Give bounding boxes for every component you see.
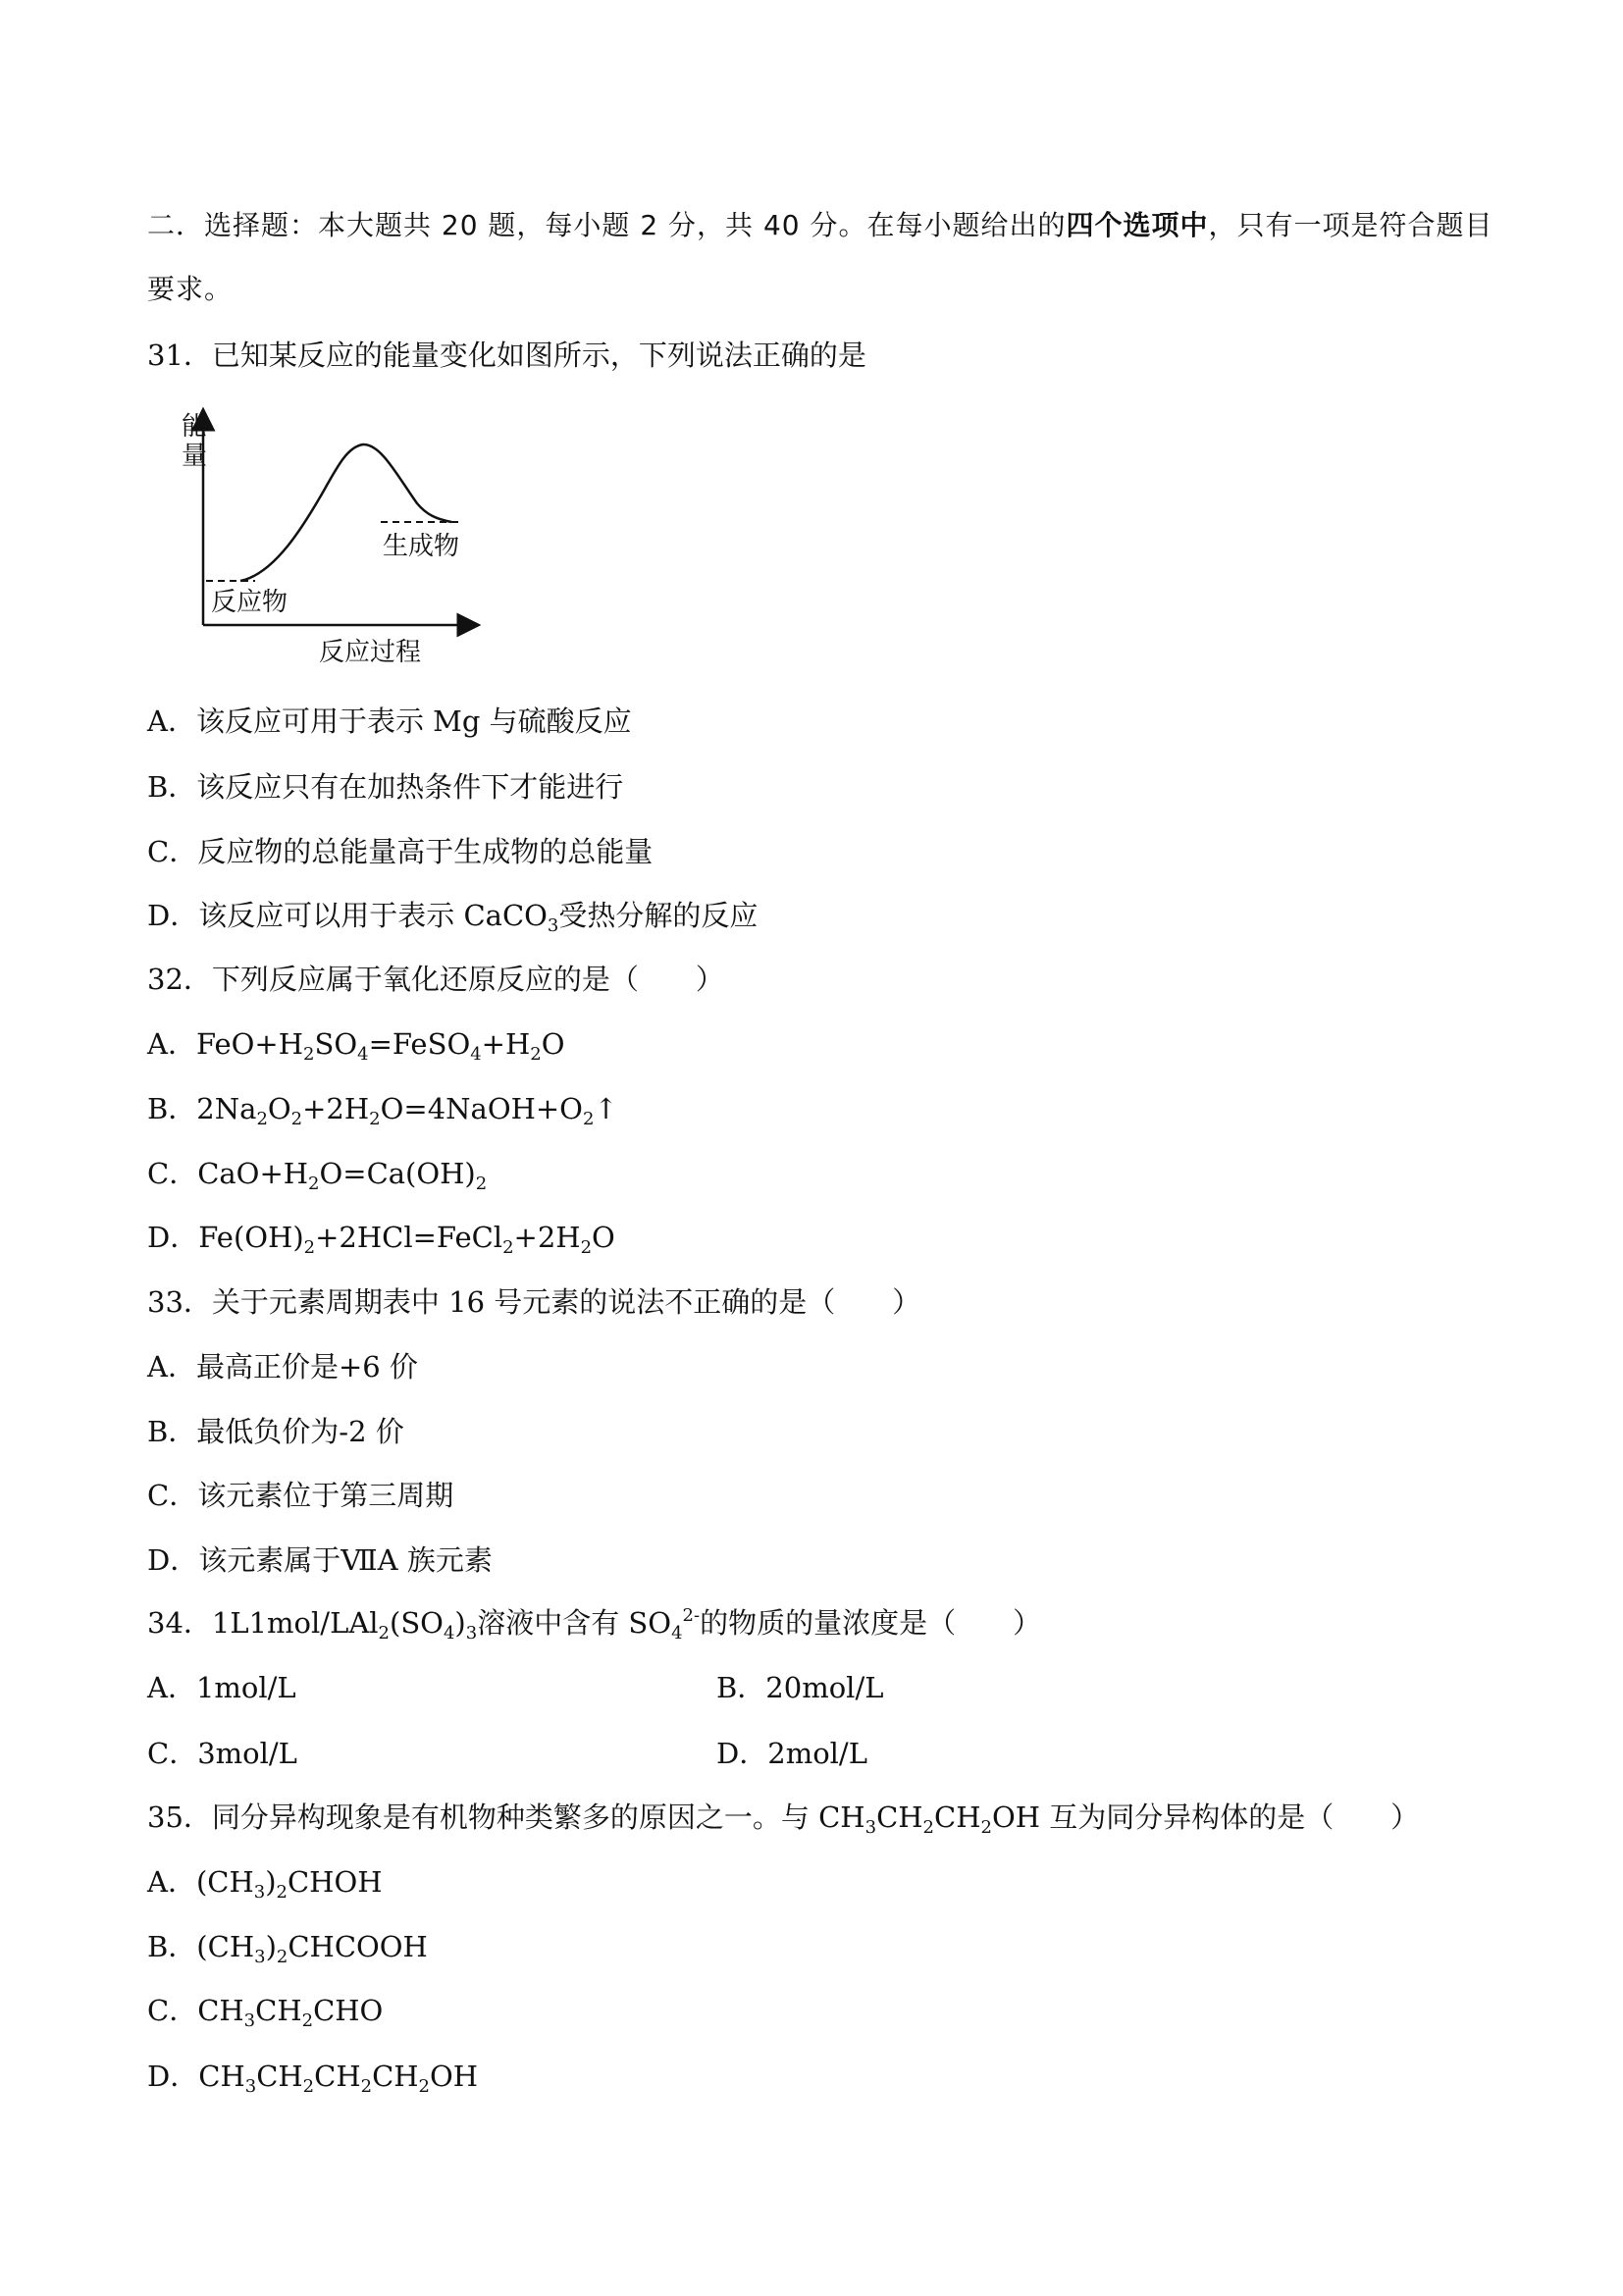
q34-stem: 34．$1L1mol/LAl_2(SO_4)_3$溶液中含有 $SO_4^{2-}$的物质的量浓度是（ ） (147, 1605, 1042, 1644)
section-heading-line2: 要求。 (147, 273, 234, 305)
q34-option-a: A．1mol/L (147, 1671, 296, 1704)
q34-option-c: C．3mol/L (147, 1737, 297, 1770)
q32-option-d: D．$Fe(OH)_2+2HCl=FeCl_2+2H_2O$ (147, 1221, 615, 1258)
q31-stem: 31．已知某反应的能量变化如图所示，下列说法正确的是 (147, 339, 866, 372)
section-heading-part1: 二．选择题：本大题共 20 题，每小题 2 分，共 40 分。在每小题给出的 (147, 209, 1067, 241)
q35-option-b: B．$(CH_3)_2CHCOOH$ (147, 1930, 428, 1967)
q35-option-d: D．$CH_3CH_2CH_2CH_2OH$ (147, 2060, 479, 2097)
q35-stem: 35．同分异构现象是有机物种类繁多的原因之一。与 $CH_3CH_2CH_2OH$ 互为同分异构体的是（ ） (147, 1800, 1420, 1838)
q32-option-b: B．$2Na_2O_2+2H_2O=4NaOH+O_2↑$ (147, 1092, 618, 1129)
q35-option-a: A．$(CH_3)_2CHOH$ (147, 1865, 383, 1903)
q32-option-c: C．$CaO+H_2O=Ca(OH)_2$ (147, 1157, 488, 1194)
y-axis-label-1: 能 (182, 412, 208, 442)
q33-option-d: D．该元素属于ⅦA 族元素 (147, 1543, 493, 1577)
q35-option-c: C．$CH_3CH_2CHO$ (147, 1994, 384, 2031)
q34-option-d: D．2mol/L (716, 1737, 867, 1770)
q32-stem: 32．下列反应属于氧化还原反应的是（ ） (147, 963, 724, 996)
section-heading (147, 206, 1493, 245)
q31-option-d: D．该反应可以用于表示 CaCO$_3$受热分解的反应 (147, 899, 759, 936)
q33-option-b: B．最低负价为-2 价 (147, 1415, 404, 1448)
reactant-label: 反应物 (211, 588, 288, 617)
q31-option-a: A．该反应可用于表示 Mg 与硫酸反应 (147, 704, 632, 738)
product-label: 生成物 (383, 532, 460, 561)
q34-option-b: B．20mol/L (716, 1671, 884, 1704)
section-heading-strong: 四个选项中 (1066, 209, 1209, 241)
q33-option-c: C．该元素位于第三周期 (147, 1479, 454, 1512)
energy-diagram (157, 407, 481, 667)
q32-option-a: A．$FeO+H_2SO_4=FeSO_4+H_2O$ (147, 1027, 565, 1065)
q31-option-c: C．反应物的总能量高于生成物的总能量 (147, 835, 654, 868)
q33-stem: 33．关于元素周期表中 16 号元素的说法不正确的是（ ） (147, 1285, 921, 1319)
q33-option-a: A．最高正价是+6 价 (147, 1350, 418, 1383)
x-axis-label: 反应过程 (319, 638, 422, 667)
q31-option-b: B．该反应只有在加热条件下才能进行 (147, 770, 624, 804)
section-heading-part2: ，只有一项是符合题目 (1208, 209, 1493, 241)
y-axis-label-2: 量 (182, 442, 208, 471)
